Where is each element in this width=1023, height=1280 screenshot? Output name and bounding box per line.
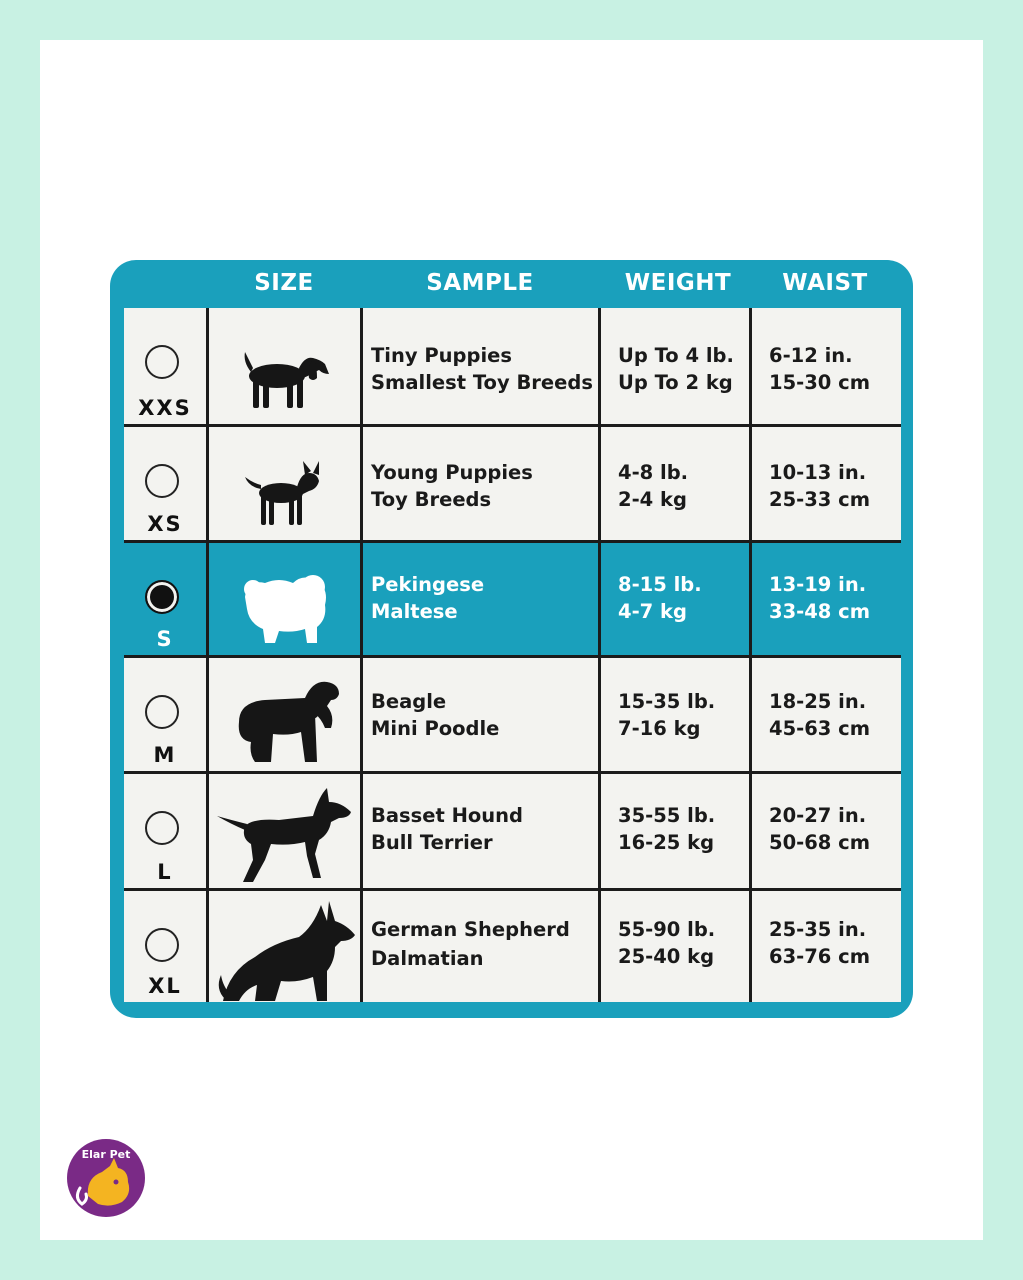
german-shepherd-icon [209, 891, 360, 1002]
header-waist: WAIST [782, 270, 868, 296]
weight-kg: 7-16 kg [618, 717, 701, 740]
weight-lb: 8-15 lb. [618, 573, 702, 596]
size-cell[interactable] [124, 308, 206, 424]
spaniel-icon [209, 658, 360, 771]
sample-cell [363, 774, 598, 888]
weight-cell [601, 543, 749, 655]
dog-cell [209, 308, 360, 424]
sample-cell [363, 891, 598, 1002]
radio-button-l[interactable] [145, 811, 179, 845]
weight-lb: 35-55 lb. [618, 804, 716, 827]
sample-cell [363, 543, 598, 655]
chihuahua-icon [209, 427, 360, 540]
weight-lb: Up To 4 lb. [618, 344, 734, 367]
table-row-xxs[interactable] [124, 308, 901, 424]
size-cell[interactable] [124, 658, 206, 771]
radio-button-s-selected[interactable] [145, 580, 179, 614]
table-row-xs[interactable] [124, 427, 901, 540]
sample-line-1: Beagle [371, 690, 447, 713]
size-cell[interactable] [124, 427, 206, 540]
waist-cm: 15-30 cm [769, 371, 871, 394]
weight-lb: 4-8 lb. [618, 461, 689, 484]
sample-line-1: Tiny Puppies [371, 344, 512, 367]
waist-cm: 63-76 cm [769, 945, 871, 968]
sample-cell [363, 308, 598, 424]
dog-cell [209, 427, 360, 540]
weight-kg: 2-4 kg [618, 488, 687, 511]
dog-cell [209, 891, 360, 1002]
weight-cell [601, 427, 749, 540]
waist-cell [752, 774, 901, 888]
size-label-m: M [153, 743, 177, 767]
sample-line-1: Young Puppies [371, 461, 533, 484]
table-row-m[interactable] [124, 658, 901, 771]
header-sample: SAMPLE [426, 270, 534, 296]
waist-cell [752, 308, 901, 424]
weight-cell [601, 891, 749, 1002]
weight-cell [601, 774, 749, 888]
size-label-xl: XL [148, 974, 182, 998]
small-dog-icon [209, 308, 360, 424]
weight-cell [601, 658, 749, 771]
sample-line-1: German Shepherd [371, 918, 570, 941]
weight-lb: 15-35 lb. [618, 690, 716, 713]
size-cell[interactable] [124, 543, 206, 655]
radio-button-m[interactable] [145, 695, 179, 729]
waist-in: 18-25 in. [769, 690, 867, 713]
waist-cell [752, 427, 901, 540]
table-row-l[interactable] [124, 774, 901, 888]
size-cell[interactable] [124, 774, 206, 888]
waist-cell [752, 658, 901, 771]
waist-in: 13-19 in. [769, 573, 867, 596]
size-label-xxs: XXS [138, 396, 192, 420]
table-row-xl[interactable] [124, 891, 901, 1002]
header-size: SIZE [254, 270, 314, 296]
sample-line-2: Smallest Toy Breeds [371, 371, 593, 394]
bull-terrier-icon [209, 774, 360, 888]
dog-cell [209, 658, 360, 771]
sample-line-2: Maltese [371, 600, 458, 623]
waist-cell [752, 891, 901, 1002]
weight-kg: 16-25 kg [618, 831, 715, 854]
waist-cell [752, 543, 901, 655]
sample-line-2: Bull Terrier [371, 831, 493, 854]
waist-cm: 50-68 cm [769, 831, 871, 854]
radio-button-xs[interactable] [145, 464, 179, 498]
size-cell[interactable] [124, 891, 206, 1002]
waist-in: 20-27 in. [769, 804, 867, 827]
size-label-s: S [156, 627, 174, 651]
waist-in: 25-35 in. [769, 918, 867, 941]
waist-cm: 33-48 cm [769, 600, 871, 623]
sample-cell [363, 658, 598, 771]
weight-lb: 55-90 lb. [618, 918, 716, 941]
waist-in: 10-13 in. [769, 461, 867, 484]
waist-cm: 25-33 cm [769, 488, 871, 511]
weight-kg: 4-7 kg [618, 600, 687, 623]
dog-cell [209, 774, 360, 888]
waist-cm: 45-63 cm [769, 717, 871, 740]
logo-text: Elar Pet [81, 1148, 131, 1161]
sample-line-2: Dalmatian [371, 947, 484, 970]
fluffy-dog-icon [209, 543, 360, 655]
size-label-l: L [157, 860, 173, 884]
radio-button-xl[interactable] [145, 928, 179, 962]
sample-line-1: Pekingese [371, 573, 485, 596]
dog-cell [209, 543, 360, 655]
table-row-s[interactable] [124, 543, 901, 655]
weight-kg: 25-40 kg [618, 945, 715, 968]
size-table [124, 308, 901, 1002]
elar-pet-logo [66, 1138, 146, 1218]
header-weight: WEIGHT [624, 270, 732, 296]
radio-button-xxs[interactable] [145, 345, 179, 379]
sample-cell [363, 427, 598, 540]
weight-kg: Up To 2 kg [618, 371, 733, 394]
waist-in: 6-12 in. [769, 344, 853, 367]
sample-line-2: Toy Breeds [371, 488, 492, 511]
sample-line-1: Basset Hound [371, 804, 524, 827]
weight-cell [601, 308, 749, 424]
size-label-xs: XS [147, 512, 183, 536]
sample-line-2: Mini Poodle [371, 717, 500, 740]
